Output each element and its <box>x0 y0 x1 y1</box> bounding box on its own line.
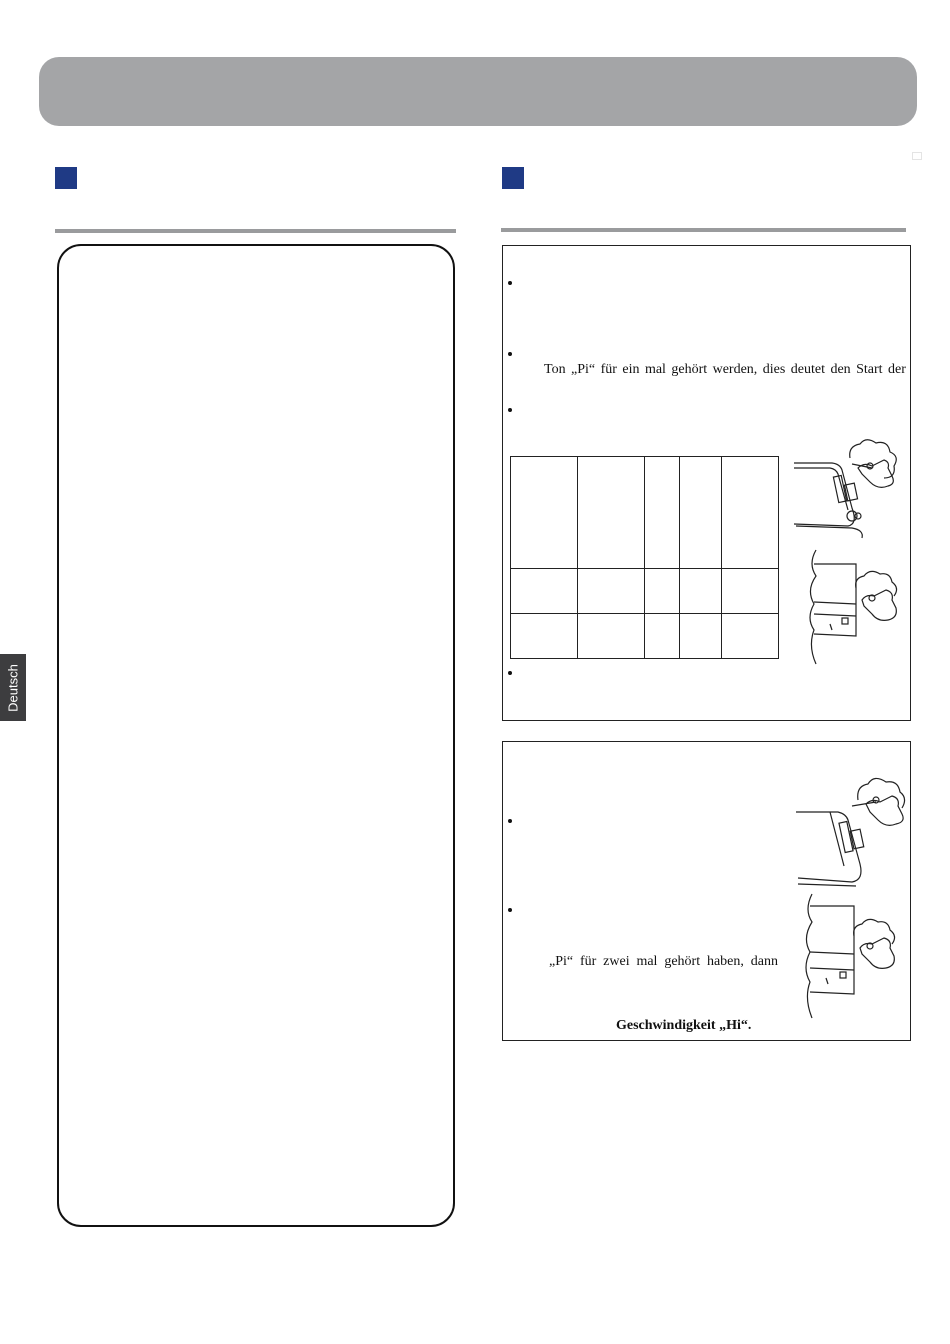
table-cell <box>645 614 680 659</box>
table-cell <box>577 569 645 614</box>
language-tab-label: Deutsch <box>5 663 21 712</box>
table-row <box>511 569 779 614</box>
bullet-dot-icon <box>508 281 512 285</box>
bullet-dot-icon <box>508 908 512 912</box>
text-line-geschwindigkeit: Geschwindigkeit „Hi“. <box>616 1018 752 1033</box>
table-cell <box>722 457 779 569</box>
table-cell <box>680 457 722 569</box>
table-cell <box>645 569 680 614</box>
table-cell <box>680 614 722 659</box>
table-cell <box>722 569 779 614</box>
text-line-ton-pi: Ton „Pi“ für ein mal gehört werden, dies deutet den Start der <box>544 362 906 377</box>
left-content-panel <box>57 244 455 1227</box>
header-band <box>39 57 917 126</box>
table-cell <box>722 614 779 659</box>
table-cell <box>511 457 578 569</box>
table-cell <box>577 457 645 569</box>
bullet-dot-icon <box>508 671 512 675</box>
left-section-marker <box>55 167 77 189</box>
left-section-rule <box>55 229 456 233</box>
table-cell <box>511 569 578 614</box>
text-line-pi-zwei: „Pi“ für zwei mal gehört haben, dann <box>549 954 778 969</box>
table-cell <box>680 569 722 614</box>
right-section-marker <box>502 167 524 189</box>
table-row <box>511 614 779 659</box>
indoor-unit-front-illustration <box>802 548 908 666</box>
language-side-tab <box>0 654 26 721</box>
speed-table <box>510 456 779 659</box>
table-cell <box>511 614 578 659</box>
bullet-dot-icon <box>508 819 512 823</box>
indoor-unit-front-illustration <box>798 892 908 1020</box>
right-section-rule <box>501 228 906 232</box>
bullet-dot-icon <box>508 408 512 412</box>
table-cell <box>645 457 680 569</box>
indoor-unit-corner-illustration <box>792 438 908 540</box>
table-cell <box>577 614 645 659</box>
bullet-dot-icon <box>508 352 512 356</box>
indoor-unit-corner-illustration <box>794 770 910 890</box>
table-row <box>511 457 779 569</box>
corner-mark <box>912 152 922 160</box>
